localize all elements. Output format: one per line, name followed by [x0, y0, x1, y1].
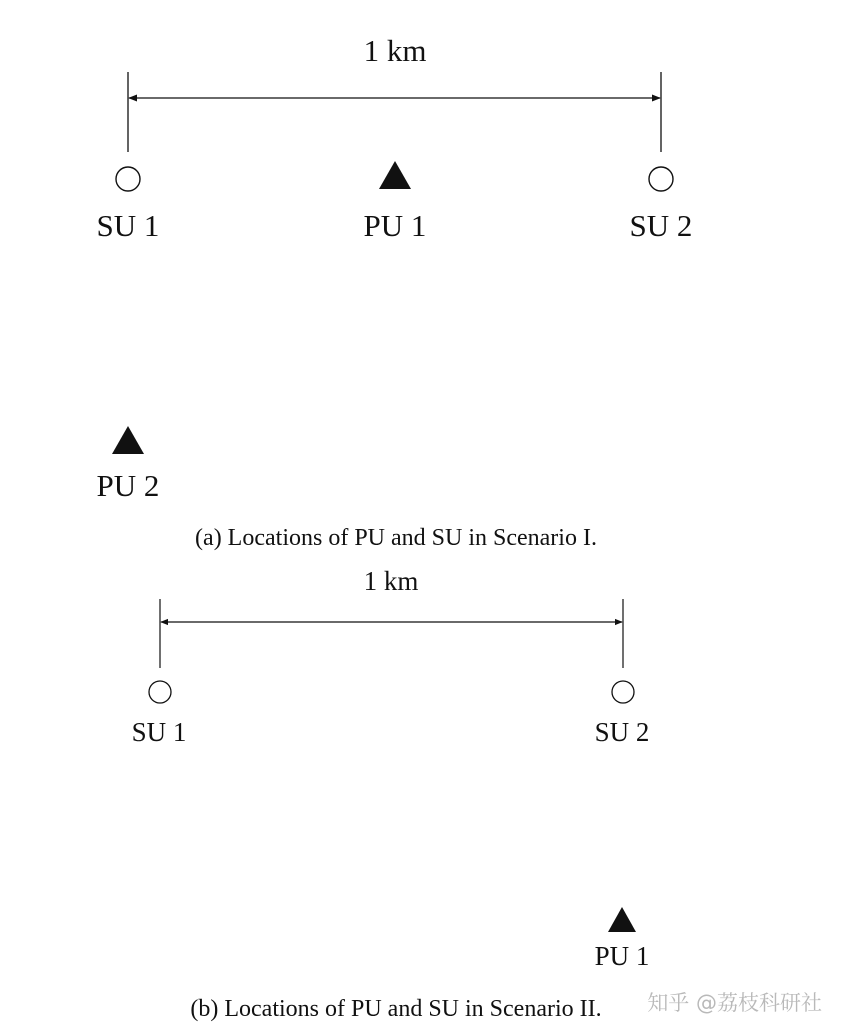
su1-hollow-circle-icon	[116, 167, 140, 191]
scenario-b-pu1-label: PU 1	[594, 941, 650, 971]
su2-hollow-circle-icon	[612, 681, 634, 703]
scenario-a-distance-label: 1 km	[363, 33, 427, 68]
scenario-b-caption: (b) Locations of PU and SU in Scenario II.	[190, 996, 602, 1022]
pu1-filled-triangle-icon	[379, 161, 411, 189]
su1-hollow-circle-icon	[149, 681, 171, 703]
scenario-b-su2-label: SU 2	[594, 717, 650, 747]
scenario-a-caption: (a) Locations of PU and SU in Scenario I.	[195, 525, 597, 551]
pu1-filled-triangle-icon	[608, 907, 636, 932]
scenario-b-su1-label: SU 1	[131, 717, 187, 747]
scenario-b-distance-label: 1 km	[363, 566, 419, 596]
scenario-a-figure	[97, 33, 693, 551]
scenario-b-figure	[132, 566, 650, 1022]
pu2-filled-triangle-icon	[112, 426, 144, 454]
scenario-a-pu1-label: PU 1	[363, 208, 427, 243]
su2-hollow-circle-icon	[649, 167, 673, 191]
scenario-a-su1-label: SU 1	[96, 208, 160, 243]
watermark: 知乎 @荔枝科研社	[647, 991, 822, 1015]
scenario-a-pu2-label: PU 2	[96, 468, 160, 503]
scenario-a-su2-label: SU 2	[629, 208, 693, 243]
